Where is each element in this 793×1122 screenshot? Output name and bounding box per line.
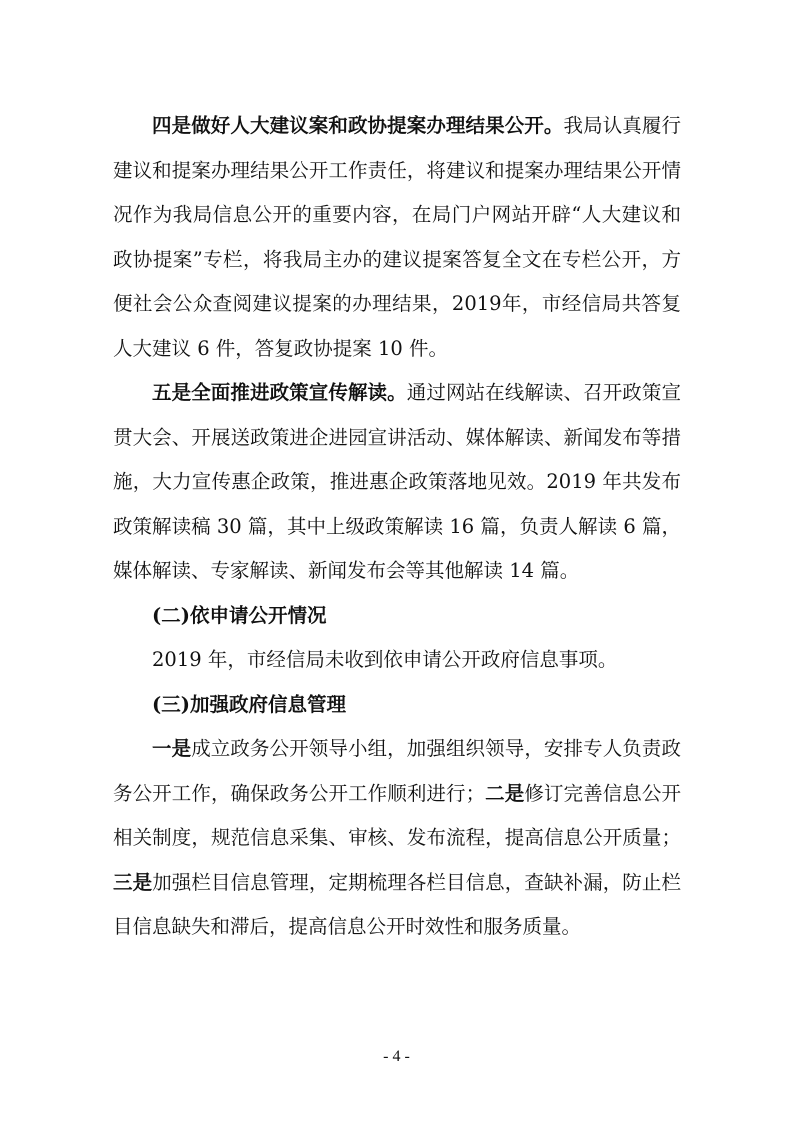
section-3-text-1: 成立政务公开领导小组，加强组织领导，安排专人负责政务公开工作，确保政务公开工作顺利进行； bbox=[113, 737, 681, 805]
section-2-body: 2019 年，市经信局未收到依申请公开政府信息事项。 bbox=[152, 648, 618, 671]
page-number: - 4 - bbox=[383, 1048, 410, 1065]
paragraph-4-lead: 四是做好人大建议案和政协提案办理结果公开。 bbox=[152, 114, 564, 137]
paragraph-4-body: 我局认真履行建议和提案办理结果公开工作责任，将建议和提案办理结果公开情况作为我局信息公开的重要内容，在局门户网站开辟“人大建议和政协提案”专栏，将我局主办的建议提案答复全文在专栏公开，方便社会公众查阅建议提案的办理结果，2019年，市经信局共答复人大建议 6 件，答复政协提案 10 件。 bbox=[113, 114, 681, 360]
section-3-text-2: 修订完善信息公开相关制度，规范信息采集、审核、发布流程，提高信息公开质量； bbox=[113, 781, 681, 849]
paragraph-5 bbox=[113, 371, 681, 594]
paragraph-5-body: 通过网站在线解读、召开政策宣贯大会、开展送政策进企进园宣讲活动、媒体解读、新闻发布等措施，大力宣传惠企政策，推进惠企政策落地见效。2019 年共发布政策解读稿 30 篇，其中上级政策解读 16 篇，负责人解读 6 篇，媒体解读、专家解读、新闻发布会等其他解读 14 篇。 bbox=[113, 381, 681, 582]
section-3-lead-2: 二是 bbox=[485, 781, 525, 805]
section-3-lead-3: 三是 bbox=[113, 870, 153, 894]
section-3-lead-1: 一是 bbox=[152, 737, 192, 760]
section-3-body bbox=[113, 727, 681, 950]
section-3-text-3: 加强栏目信息管理，定期梳理各栏目信息，查缺补漏，防止栏目信息缺失和滞后，提高信息公开时效性和服务质量。 bbox=[113, 870, 681, 938]
section-heading-2: (二)依申请公开情况 bbox=[152, 603, 327, 627]
section-heading-3: (三)加强政府信息管理 bbox=[152, 692, 346, 716]
paragraph-5-lead: 五是全面推进政策宣传解读。 bbox=[152, 381, 407, 404]
document-body bbox=[113, 104, 681, 950]
paragraph-4 bbox=[113, 104, 681, 371]
